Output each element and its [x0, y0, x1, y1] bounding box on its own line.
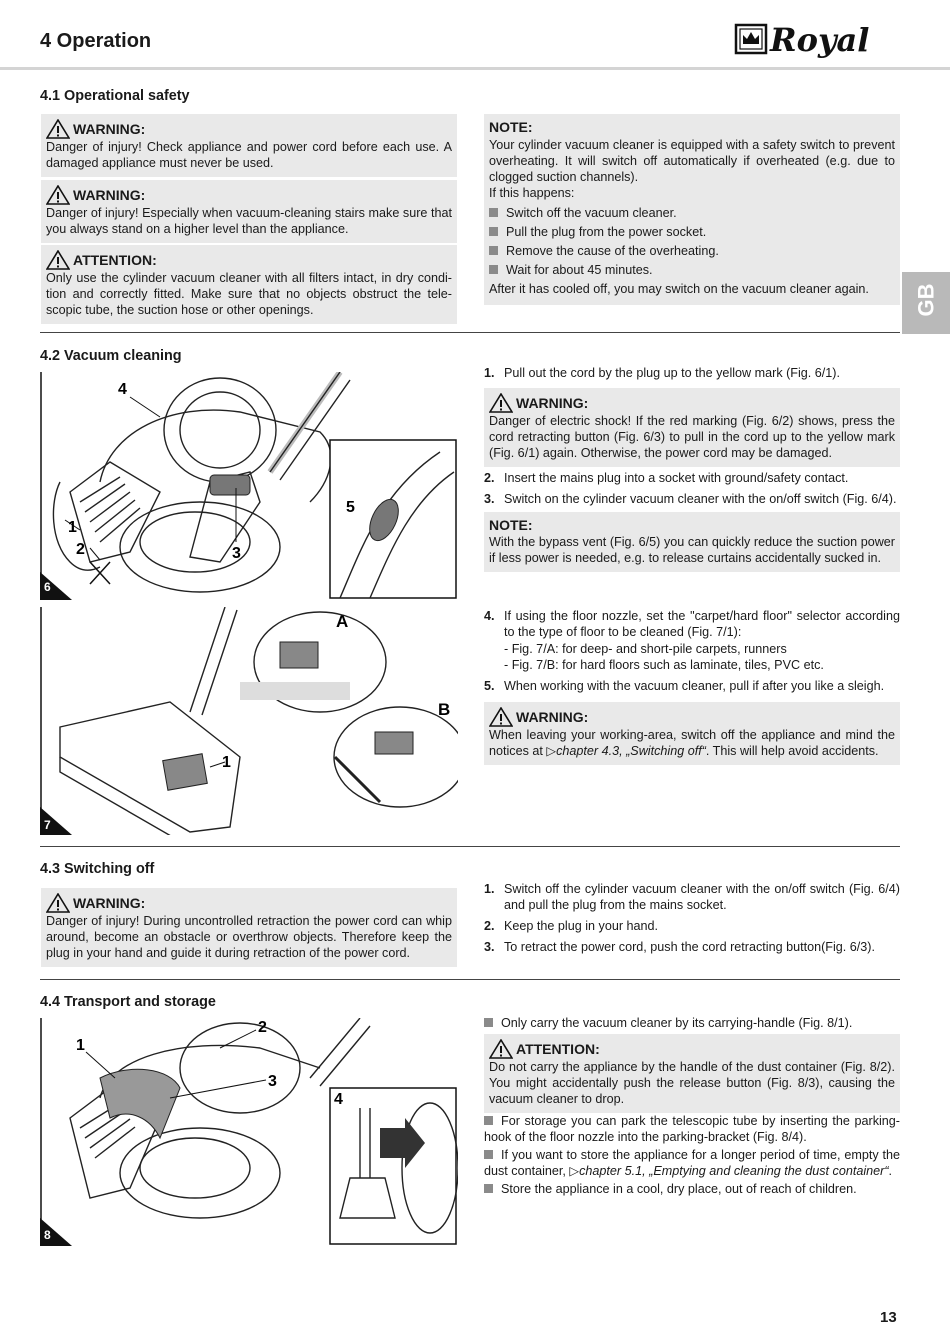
note-text: Your cylinder vacuum cleaner is equipped with a safety switch to prevent overheating. It will switch off automatically if overheated (e.g. due to clogged suction channels). [489, 138, 895, 184]
bullet-square-icon [484, 1150, 493, 1159]
callout-label: 1 [222, 754, 231, 771]
figure-number: 7 [44, 818, 51, 832]
note-list-item: Switch off the vacuum cleaner. [489, 205, 895, 221]
attention-heading: ATTENTION: [516, 1040, 600, 1057]
note-box [484, 114, 900, 305]
step-sub-item: - Fig. 7/B: for hard floors such as laminate, tiles, PVC etc. [504, 658, 824, 672]
chapter-reference-link[interactable]: chapter 4.3, „Switching off“ [556, 744, 706, 758]
warning-triangle-icon [489, 393, 513, 413]
royal-logo [734, 20, 904, 60]
step-item: 3. To retract the power cord, push the cord retracting button(Fig. 6/3). [484, 940, 875, 954]
warning-box [484, 388, 900, 467]
callout-label: 1 [68, 519, 77, 536]
note-after: After it has cooled off, you may switch on the vacuum cleaner again. [489, 282, 869, 296]
callout-label: 2 [258, 1019, 267, 1036]
callout-label: 3 [268, 1073, 277, 1090]
note-list-item: Pull the plug from the power socket. [489, 224, 895, 240]
warning-box: WARNING: When leaving your working-area, switch off the appliance and mind the notices at ▷chapter 4.3, „Switching off“. This will help avoid accidents. [484, 702, 900, 765]
section-divider [40, 979, 900, 980]
section-4-2-title: 4.2 Vacuum cleaning [40, 348, 182, 364]
vacuum-cleaning-steps [484, 608, 900, 699]
warning-heading: WARNING: [73, 120, 146, 137]
bullet-square-icon [489, 227, 498, 236]
bullet-square-icon [484, 1018, 493, 1027]
warning-box [41, 888, 457, 967]
callout-label: A [336, 612, 349, 631]
step-item: 5. When working with the vacuum cleaner, pull if after you like a sleigh. [484, 679, 885, 693]
chapter-reference-link[interactable]: chapter 5.1, „Emptying and cleaning the dust container“ [579, 1164, 889, 1178]
figure-8 [40, 1018, 458, 1246]
warning-text: Danger of injury! Especially when vacuum-cleaning stairs make sure that you always stand on a higher level than the appliance. [46, 206, 452, 236]
bullet-item: For storage you can park the telescopic tube by inserting the parking-hook of the floor nozzle into the parking-bracket (Fig. 8/4). [484, 1114, 900, 1144]
arrow-ref-icon: ▷ [569, 1164, 580, 1178]
switching-off-steps [484, 881, 900, 960]
warning-triangle-icon [489, 707, 513, 727]
callout-label: 1 [76, 1037, 85, 1054]
note-list-item: Wait for about 45 minutes. [489, 262, 895, 278]
warning-text: Danger of injury! Check appliance and power cord before each use. A damaged appliance must never be used. [46, 140, 452, 170]
warning-box [41, 180, 457, 243]
bullet-item: Store the appliance in a cool, dry place, out of reach of children. [484, 1181, 900, 1197]
note-if: If this happens: [489, 186, 575, 200]
step-item: 2. Insert the mains plug into a socket with ground/safety contact. [484, 471, 849, 485]
note-list-item: Remove the cause of the overheating. [489, 243, 895, 259]
step-item: 2. Keep the plug in your hand. [484, 919, 659, 933]
header-rule [0, 67, 950, 70]
bullet-square-icon [484, 1184, 493, 1193]
warning-triangle-icon [46, 119, 70, 139]
note-heading: NOTE: [489, 517, 533, 533]
attention-box [41, 245, 457, 324]
transport-bullets [484, 1113, 900, 1197]
figure-7 [40, 607, 458, 835]
bullet-item: If you want to store the appliance for a longer period of time, empty the dust container, ▷chapter 5.1, „Emptying and cleaning the dust container“. [484, 1148, 900, 1178]
vacuum-cleaning-steps [484, 365, 900, 386]
logo-text: Royal [770, 21, 870, 59]
warning-triangle-icon [489, 1039, 513, 1059]
figure-6 [40, 372, 458, 600]
bullet-square-icon [489, 208, 498, 217]
note-heading: NOTE: [489, 119, 533, 135]
step-item: 4. If using the floor nozzle, set the "carpet/hard floor" selector according to the type of floor to be cleaned (Fig. 7/1): [484, 609, 900, 639]
attention-heading: ATTENTION: [73, 251, 157, 268]
attention-text: Only use the cylinder vacuum cleaner with all filters intact, in dry condi-tion and correctly fitted. Make sure that no objects obstruct the tele-scopic tube, the suction hose or other openings. [46, 271, 452, 317]
arrow-ref-icon: ▷ [546, 744, 557, 758]
bullet-square-icon [489, 246, 498, 255]
callout-label: 2 [76, 541, 85, 558]
warning-heading: WARNING: [73, 186, 146, 203]
warning-text: When leaving your working-area, switch off the appliance and mind the notices at [489, 728, 895, 758]
warning-triangle-icon [46, 185, 70, 205]
attention-text: Do not carry the appliance by the handle of the dust container (Fig. 8/2). You might accidentally push the release button (Fig. 8/3), causing the vacuum cleaner to drop. [489, 1060, 895, 1106]
step-item: 3. Switch on the cylinder vacuum cleaner with the on/off switch (Fig. 6/4). [484, 492, 897, 506]
figure-number: 6 [44, 580, 51, 594]
callout-label: 5 [346, 499, 355, 516]
callout-label: 4 [118, 381, 127, 398]
warning-triangle-icon [46, 893, 70, 913]
vacuum-cleaning-steps [484, 470, 900, 512]
page-title: 4 Operation [40, 30, 152, 52]
warning-heading: WARNING: [516, 708, 589, 725]
warning-heading: WARNING: [516, 394, 589, 411]
section-divider [40, 332, 900, 333]
note-text: With the bypass vent (Fig. 6/5) you can quickly reduce the suction power if less power is needed, e.g. to release curtains accidentally sucked in. [489, 535, 895, 565]
callout-label: 3 [232, 545, 241, 562]
warning-box [41, 114, 457, 177]
note-box [484, 512, 900, 572]
bullet-square-icon [484, 1116, 493, 1125]
callout-label: B [438, 700, 451, 719]
warning-triangle-icon [46, 250, 70, 270]
bullet-item: Only carry the vacuum cleaner by its carrying-handle (Fig. 8/1). [484, 1015, 900, 1031]
step-item: 1. Pull out the cord by the plug up to the yellow mark (Fig. 6/1). [484, 366, 841, 380]
section-divider [40, 846, 900, 847]
transport-bullets [484, 1015, 900, 1034]
attention-box [484, 1034, 900, 1113]
step-sub-item: - Fig. 7/A: for deep- and short-pile carpets, runners [504, 642, 787, 656]
section-4-3-title: 4.3 Switching off [40, 861, 155, 877]
bullet-square-icon [489, 265, 498, 274]
section-4-1-title: 4.1 Operational safety [40, 88, 190, 104]
warning-text: Danger of injury! During uncontrolled retraction the power cord can whip around, become an obstacle or overthrow objects. Therefore keep the plug in your hand and guide it during retraction of the power cord. [46, 914, 452, 960]
callout-label: 4 [334, 1091, 343, 1108]
step-item: 1. Switch off the cylinder vacuum cleaner with the on/off switch (Fig. 6/4) and pull the plug from the mains socket. [484, 882, 900, 912]
warning-heading: WARNING: [73, 894, 146, 911]
page-number: 13 [880, 1309, 897, 1326]
warning-text: Danger of electric shock! If the red marking (Fig. 6/2) shows, press the cord retracting button (Fig. 6/3) to pull in the cord up to the yellow mark (Fig. 6/1) again. Otherwise, the power cord may be damaged. [489, 414, 895, 460]
language-tab: GB [902, 272, 950, 334]
figure-number: 8 [44, 1228, 51, 1242]
section-4-4-title: 4.4 Transport and storage [40, 994, 216, 1010]
